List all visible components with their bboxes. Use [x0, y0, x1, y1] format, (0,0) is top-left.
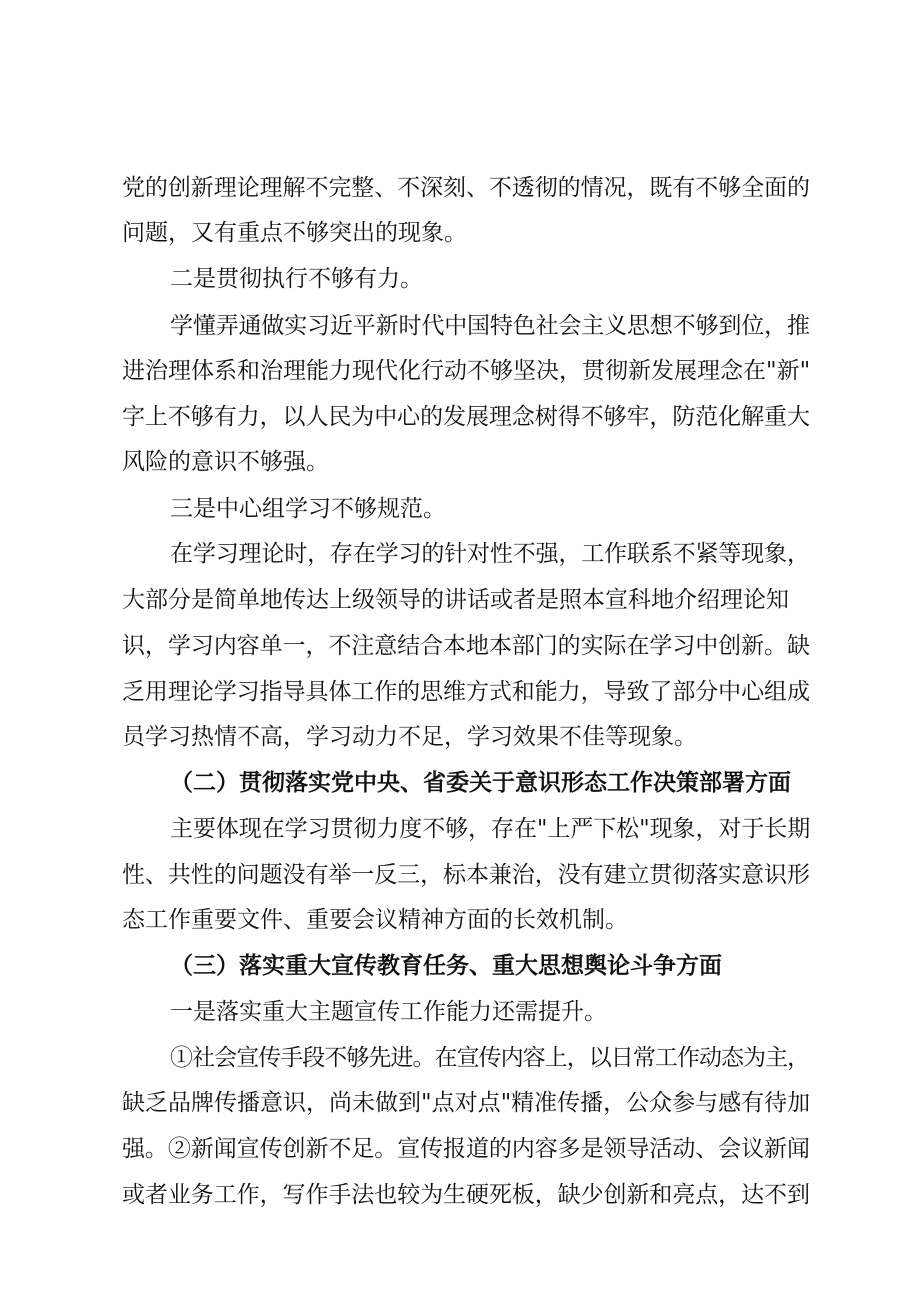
body-text-line: 学懂弄通做实习近平新时代中国特色社会主义思想不够到位，推: [170, 313, 810, 339]
body-text-line: 识，学习内容单一，不注意结合本地本部门的实际在学习中创新。缺: [122, 633, 810, 659]
section-point-heading: 一是落实重大主题宣传工作能力还需提升。: [170, 999, 607, 1025]
body-text-line: 强。②新闻宣传创新不足。宣传报道的内容多是领导活动、会议新闻: [122, 1136, 810, 1162]
body-text-line: 党的创新理论理解不完整、不深刻、不透彻的情况，既有不够全面的: [122, 175, 810, 201]
body-text-line: 或者业务工作，写作手法也较为生硬死板，缺少创新和亮点，达不到: [122, 1182, 810, 1208]
body-text-line: 缺乏品牌传播意识，尚未做到"点对点"精准传播，公众参与感有待加: [122, 1090, 811, 1116]
body-text-line: 乏用理论学习指导具体工作的思维方式和能力，导致了部分中心组成: [122, 679, 810, 705]
body-text-line: ①社会宣传手段不够先进。在宣传内容上，以日常工作动态为主，: [170, 1045, 810, 1071]
section-heading: （三）落实重大宣传教育任务、重大思想舆论斗争方面: [170, 952, 722, 979]
body-text-line: 大部分是简单地传达上级领导的讲话或者是照本宣科地介绍理论知: [122, 587, 789, 613]
body-text-line: 员学习热情不高，学习动力不足，学习效果不佳等现象。: [122, 724, 697, 750]
body-text-line: 字上不够有力，以人民为中心的发展理念树得不够牢，防范化解重大: [122, 404, 810, 430]
section-point-heading: 三是中心组学习不够规范。: [170, 496, 446, 522]
body-text-line: 主要体现在学习贯彻力度不够，存在"上严下松"现象，对于长期: [170, 816, 811, 842]
body-text-line: 风险的意识不够强。: [122, 449, 329, 475]
body-text-line: 性、共性的问题没有举一反三，标本兼治，没有建立贯彻落实意识形: [122, 862, 810, 888]
body-text-line: 态工作重要文件、重要会议精神方面的长效机制。: [122, 907, 628, 933]
body-text-line: 在学习理论时，存在学习的针对性不强，工作联系不紧等现象，: [170, 541, 810, 567]
body-text-line: 进治理体系和治理能力现代化行动不够坚决，贯彻新发展理念在"新": [122, 358, 811, 384]
body-text-line: 问题，又有重点不够突出的现象。: [122, 220, 467, 246]
section-point-heading: 二是贯彻执行不够有力。: [170, 266, 423, 292]
section-heading: （二）贯彻落实党中央、省委关于意识形态工作决策部署方面: [170, 769, 791, 796]
